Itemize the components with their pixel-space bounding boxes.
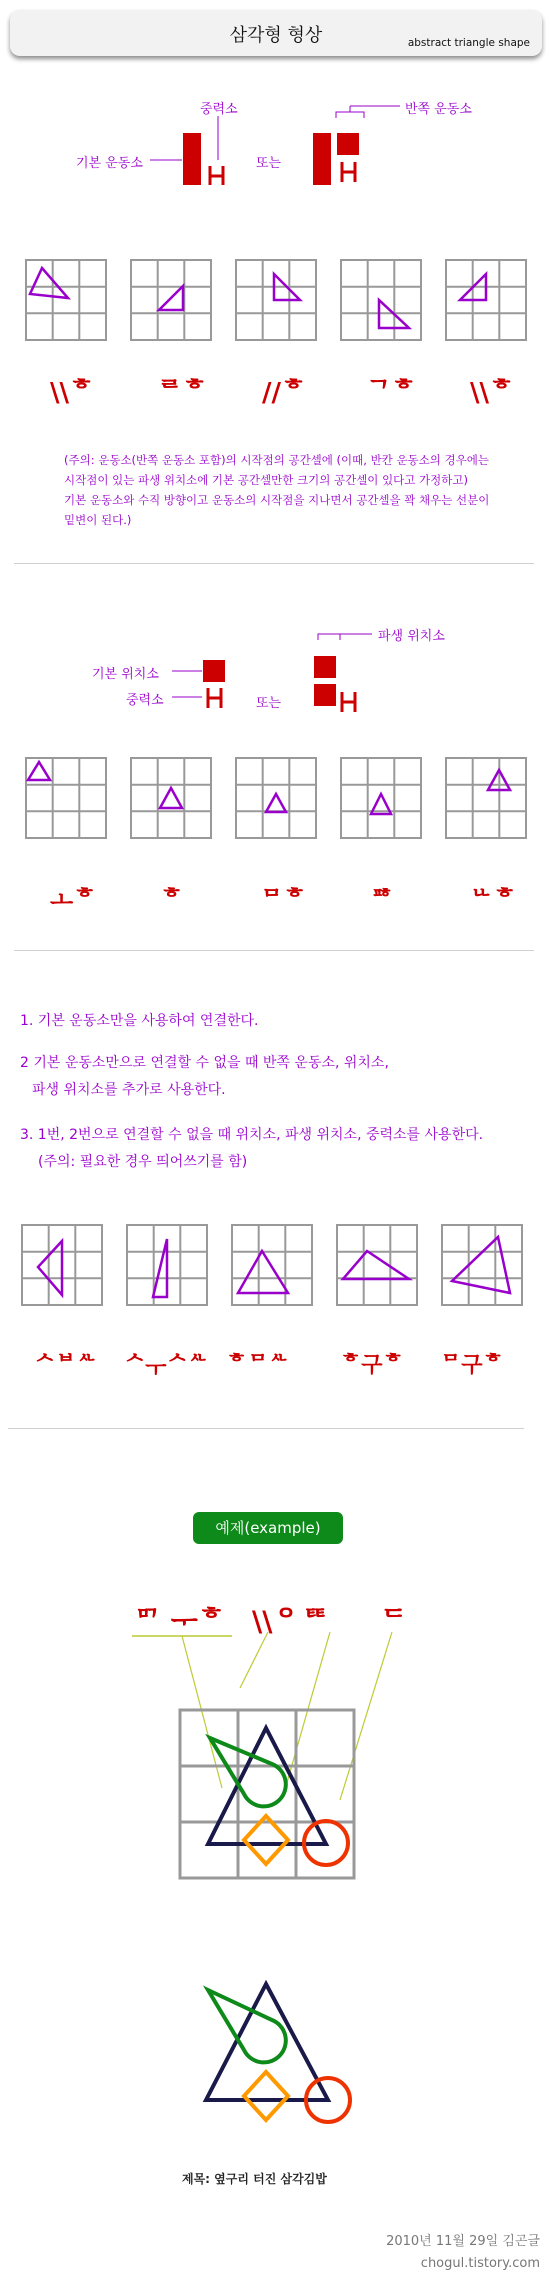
example-phrase-2: \\ᄋ [252,1605,300,1638]
example-result-shape [0,1960,550,2140]
rule-2-line-1: 2 기본 운동소만으로 연결할 수 없을 때 반쪽 운동소, 위치소, [20,1055,389,1071]
grid-row-1 [0,250,550,350]
example-caption: 제목: 옆구리 터진 삼각김밥 [182,2172,327,2186]
note-line: (주의: 운동소(반쪽 운동소 포함)의 시작점의 공간셀에 (이때, 반칸 운동소의 경우에는 [64,453,489,467]
example-badge: 예제(example) [193,1512,343,1544]
label-half-mover: 반쪽 운동소 [405,102,472,117]
label-base-pos: 기본 위치소 [92,667,159,682]
grid-cell-12 [127,1225,207,1305]
grid-row-2 [0,748,550,848]
leader-lines [182,1632,392,1800]
grid-cell-5 [446,260,526,340]
base-mover-block [183,133,201,185]
glyph-row2-2: ᄒ [160,885,184,914]
label-or: 또는 [256,156,282,171]
gravity-h-glyph [210,166,223,185]
alt-base-block [313,133,331,185]
grid-cell-13 [232,1225,312,1305]
legend-diagram-2 [0,600,550,720]
glyph-row3-3: ᄒᄆᄮ [226,1352,290,1378]
footer-site: chogul.tistory.com [420,2256,540,2271]
rule-2-line-2: 파생 위치소를 추가로 사용한다. [32,1082,226,1098]
grid-cell-9 [341,758,421,838]
navy-triangle-result [206,1984,328,2100]
grid-cell-15 [442,1225,522,1305]
note-block [64,450,524,530]
glyph-row3-5: ᄆ구ᄒ [440,1352,504,1378]
divider-1 [14,563,534,564]
grid-cell-14 [337,1225,417,1305]
bracket-derived-pos [318,634,340,640]
glyph-row3-4: ᄒ구ᄒ [340,1352,404,1378]
grid-cell-2 [131,260,211,340]
example-phrase-4: ᄃ [380,1605,408,1638]
label-gravity-2: 중력소 [126,693,164,708]
grid-cell-11 [22,1225,102,1305]
example-phrase-3: ᄐᄐ [302,1605,330,1638]
glyph-row3-1: ᄉᄇᄮ [34,1352,98,1378]
glyph-row1-2: ᄅᄒ [157,378,208,408]
example-phrase-1: ᄆᄀ ᅮᄒ [134,1605,225,1638]
glyph-row1-4: ᄀᄒ [366,378,417,408]
note-line: 기본 운동소와 수직 방향이고 운동소의 시작점을 지나면서 공간셀을 꽉 채우는 선분이 [64,493,490,507]
label-gravity: 중력소 [200,102,238,117]
derived-pos-block-top [314,656,336,678]
grid-cell-6 [26,758,106,838]
grid-cell-3 [236,260,316,340]
gravity-h-glyph-2 [208,688,221,708]
base-pos-block [203,660,225,682]
grid-cell-10 [446,758,526,838]
example-diagram [0,1630,550,1890]
label-derived-pos: 파생 위치소 [378,629,445,644]
glyph-row2-5: ᄔᄒ [470,885,517,914]
divider-2 [14,950,534,951]
glyph-row3-2: ᄉᅟᅮᄉᄮ [124,1352,210,1378]
grid-cell-4 [341,260,421,340]
rule-1: 1. 기본 운동소만을 사용하여 연결한다. [20,1013,259,1029]
glyph-row1-5: \\ᄒ [470,378,515,408]
derived-pos-block-bottom [314,684,336,706]
footer-date-author: 2010년 11월 29일 김곤글 [386,2234,540,2249]
divider-3 [8,1428,524,1429]
legend-diagram-1 [0,0,550,200]
half-mover-block [337,133,359,155]
label-or-2: 또는 [256,696,282,711]
label-base-mover: 기본 운동소 [76,156,143,171]
grid-row-3 [0,1215,550,1315]
glyph-row2-1: ㅗᄒ [50,885,97,914]
bracket-half-mover [336,112,364,118]
glyph-row1-3: //ᄒ [262,378,307,408]
gravity-h-glyph-alt [342,162,355,182]
glyph-row1-1: \\ᄒ [50,378,95,408]
glyph-row2-4: ᄑᄒ [370,885,394,914]
note-line: 시작점이 있는 파생 위치소에 기본 공간셀만한 크기의 공간셀이 있다고 가정하고) [64,473,468,487]
grid-cell-1 [26,260,106,340]
gravity-h-glyph-2-alt [342,692,355,712]
grid-cell-8 [236,758,316,838]
rule-3-line-2: (주의: 필요한 경우 띄어쓰기를 함) [38,1154,248,1170]
glyph-row2-3: ᄆᄒ [260,885,307,914]
page-title: 삼각형 형상 [229,25,323,46]
grid-cell-7 [131,758,211,838]
note-line: 밑변이 된다.) [64,513,132,527]
page-subtitle: abstract triangle shape [407,37,530,49]
rule-3-line-1: 3. 1번, 2번으로 연결할 수 없을 때 위치소, 파생 위치소, 중력소를 사용한다. [20,1127,484,1143]
orange-diamond-result [244,2072,288,2120]
